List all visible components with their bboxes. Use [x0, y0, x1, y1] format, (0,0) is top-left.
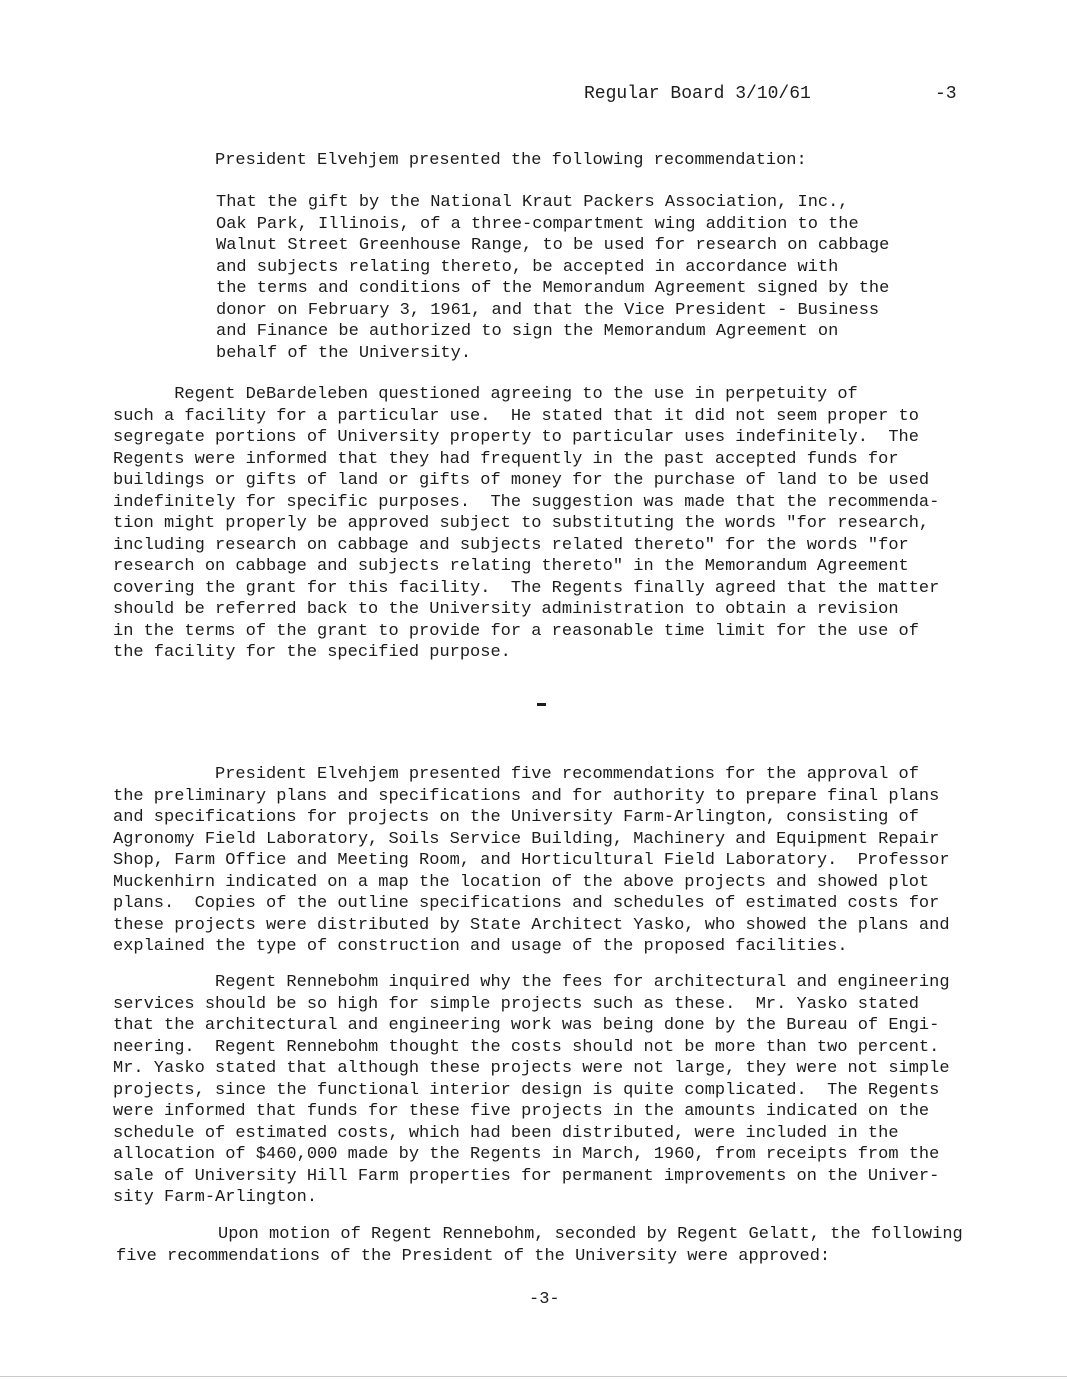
paragraph-fees-discussion: Regent Rennebohm inquired why the fees for architectural and engineering services should be so high for simple projects such as these. Mr. Yasko stated that the architectural and engineering work was being done by the Bureau of Engi- neering. Regent Rennebohm thought the costs should not be more than two percent. Mr. Yasko stated that although these projects were not large, they were not simple projects, since the functional interior design is quite complicated. The Regents were informed that funds for these five projects in the amounts indicated on the schedule of estimated costs, which had been distributed, were included in the allocation of $460,000 made by the Regents in March, 1960, from receipts from the sale of University Hill Farm properties for permanent improvements on the Univer- sity Farm-Arlington.: [113, 973, 950, 1207]
footer-page-number: -3-: [529, 1290, 560, 1309]
header-reference: Regular Board 3/10/61: [584, 84, 811, 104]
paragraph-motion: Upon motion of Regent Rennebohm, seconded by Regent Gelatt, the following five recommendations of the President of the University were approved:: [116, 1225, 963, 1266]
header-page-marker: -3: [935, 84, 957, 104]
paragraph-intro-recommendation: President Elvehjem presented the following recommendation:: [215, 151, 807, 170]
paragraph-arlington-projects: President Elvehjem presented five recommendations for the approval of the preliminary plans and specifications and for authority to prepare final plans and specifications for projects on the University Farm-Arlington, consisting of Agronomy Field Laboratory, Soils Service Building, Machinery and Equipment Repair Shop, Farm Office and Meeting Room, and Horticultural Field Laboratory. Professor Muckenhirn indicated on a map the location of the above projects and showed plot plans. Copies of the outline specifications and schedules of estimated costs for these projects were distributed by State Architect Yasko, who showed the plans and explained the type of construction and usage of the proposed facilities.: [113, 765, 950, 956]
paragraph-gift-recommendation: That the gift by the National Kraut Packers Association, Inc., Oak Park, Illinois, of a three-compartment wing addition to the Walnut Street Greenhouse Range, to be used for research on cabbage and subjects relating thereto, be accepted in accordance with the terms and conditions of the Memorandum Agreement signed by the donor on February 3, 1961, and that the Vice President - Business and Finance be authorized to sign the Memorandum Agreement on behalf of the University.: [216, 193, 890, 363]
page-bottom-edge: [0, 1376, 1067, 1377]
paragraph-perpetuity-discussion: Regent DeBardeleben questioned agreeing to the use in perpetuity of such a facility for a particular use. He stated that it did not seem proper to segregate portions of University property to particular uses indefinitely. The Regents were informed that they had frequently in the past accepted funds for buildings or gifts of land or gifts of money for the purchase of land to be used indefinitely for specific purposes. The suggestion was made that the recommenda- tion might properly be approved subject to substituting the words "for research, including research on cabbage and subjects related thereto" for the words "for research on cabbage and subjects relating thereto" in the Memorandum Agreement covering the grant for this facility. The Regents finally agreed that the matter should be referred back to the University administration to obtain a revision in the terms of the grant to provide for a reasonable time limit for the use of the facility for the specified purpose.: [113, 385, 940, 662]
section-separator: [537, 703, 546, 706]
